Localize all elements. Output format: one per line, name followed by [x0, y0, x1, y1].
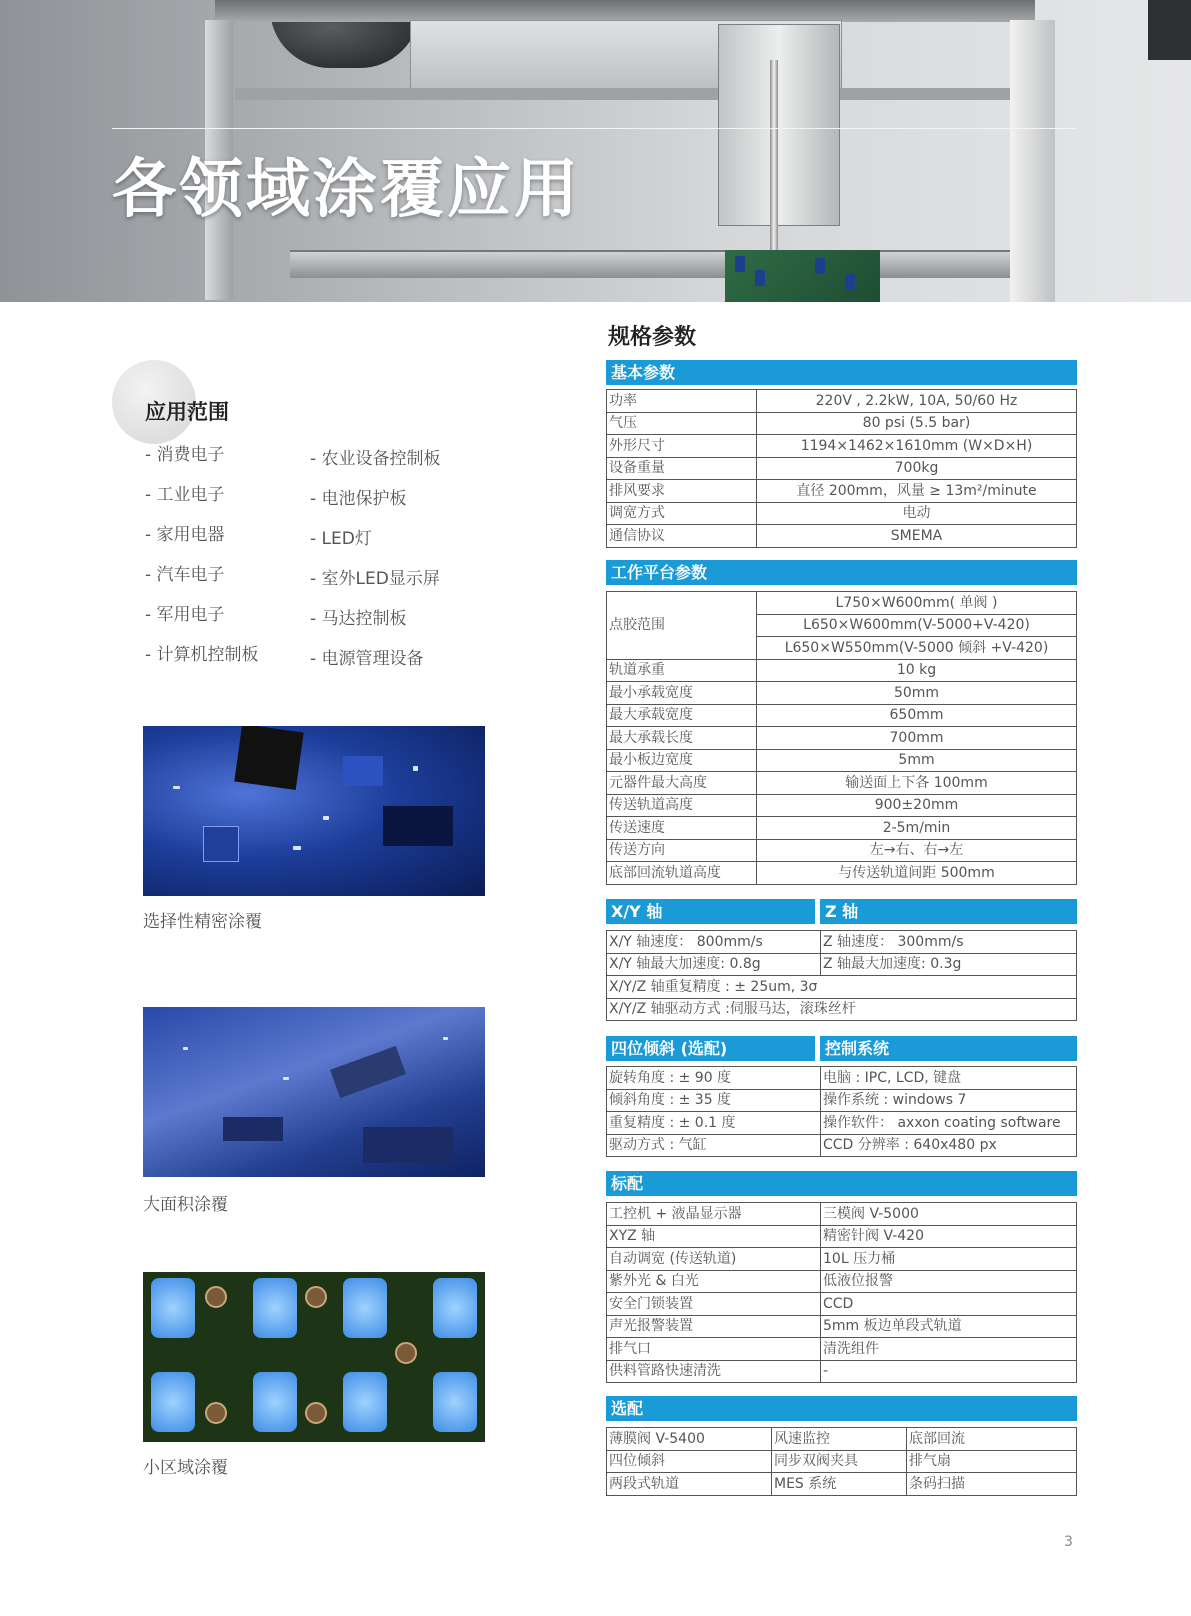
param-label: 功率: [607, 390, 757, 413]
param-cell: 声光报警装置: [607, 1315, 821, 1338]
table-row: [607, 1134, 1077, 1157]
table-row: [607, 457, 1077, 480]
table-row: [607, 1360, 1077, 1383]
param-value: 700mm: [757, 727, 1077, 750]
table-row: [607, 1293, 1077, 1316]
param-label: 设备重量: [607, 457, 757, 480]
param-cell: 同步双阀夹具: [772, 1450, 907, 1473]
photo-caption: 大面积涂覆: [143, 1195, 228, 1215]
table-row: [607, 794, 1077, 817]
param-value: 左→右、右→左: [757, 839, 1077, 862]
param-value: 50mm: [757, 682, 1077, 705]
param-cell: Z 轴速度： 300mm/s: [821, 931, 1077, 954]
param-label: 通信协议: [607, 525, 757, 548]
param-cell: 重复精度 : ± 0.1 度: [607, 1112, 821, 1135]
list-item: - LED灯: [310, 529, 372, 549]
param-cell: 低液位报警: [821, 1270, 1077, 1293]
param-value: L650×W600mm(V-5000+V-420): [757, 614, 1077, 637]
application-list-left: [145, 440, 259, 680]
table-row: [607, 727, 1077, 750]
list-item: - 室外LED显示屏: [310, 569, 440, 589]
param-value: 输送面上下各 100mm: [757, 772, 1077, 795]
table-row: [607, 1450, 1077, 1473]
table-row: [607, 772, 1077, 795]
param-cell: 5mm 板边单段式轨道: [821, 1315, 1077, 1338]
list-item: - 工业电子: [145, 485, 225, 505]
param-value: L750×W600mm( 单阀 ): [757, 592, 1077, 615]
param-label: 调宽方式: [607, 502, 757, 525]
spec-title: 规格参数: [608, 325, 697, 350]
param-cell: 驱动方式 : 气缸: [607, 1134, 821, 1157]
param-label: 元器件最大高度: [607, 772, 757, 795]
param-cell: MES 系统: [772, 1473, 907, 1496]
photo-small-area-coating: [143, 1272, 485, 1442]
param-cell: Z 轴最大加速度: 0.3g: [821, 953, 1077, 976]
param-cell: 清洗组件: [821, 1338, 1077, 1361]
param-label: 传送方向: [607, 839, 757, 862]
section-header-z-axis: Z 轴: [820, 899, 1077, 924]
table-row: [607, 953, 1077, 976]
standard-config-table: [606, 1202, 1077, 1383]
param-value: 650mm: [757, 704, 1077, 727]
table-row: [607, 1203, 1077, 1226]
param-value: 电动: [757, 502, 1077, 525]
table-row: [607, 435, 1077, 458]
dispensing-needle: [770, 60, 778, 270]
param-cell: X/Y/Z 轴驱动方式 :伺服马达，滚珠丝杆: [607, 998, 1077, 1021]
list-item: - 家用电器: [145, 525, 225, 545]
table-row: [607, 502, 1077, 525]
conveyor: [290, 250, 1010, 278]
param-value: 80 psi (5.5 bar): [757, 412, 1077, 435]
application-list-right: [310, 444, 441, 684]
section-header-platform: 工作平台参数: [606, 560, 1077, 585]
param-value: SMEMA: [757, 525, 1077, 548]
basic-params-table: [606, 389, 1077, 548]
banner-rule: [112, 128, 1077, 129]
table-row: [607, 1428, 1077, 1451]
param-cell: 风速监控: [772, 1428, 907, 1451]
param-cell: 紫外光 & 白光: [607, 1270, 821, 1293]
param-label: 点胶范围: [607, 592, 757, 660]
machine-frame: [215, 0, 1035, 22]
list-item: - 马达控制板: [310, 609, 407, 629]
table-row: [607, 1315, 1077, 1338]
dispensing-head: [718, 24, 840, 226]
machine-beam: [235, 88, 1015, 100]
page-number: 3: [1064, 1534, 1073, 1550]
list-item: - 军用电子: [145, 605, 225, 625]
photo-caption: 小区域涂覆: [143, 1458, 228, 1478]
list-item: - 计算机控制板: [145, 645, 259, 665]
table-row: [607, 704, 1077, 727]
table-row: [607, 1089, 1077, 1112]
param-value: 5mm: [757, 749, 1077, 772]
machine-rail-right: [1010, 20, 1055, 302]
param-label: 底部回流轨道高度: [607, 862, 757, 885]
list-item: - 消费电子: [145, 445, 225, 465]
param-cell: 操作系统 : windows 7: [821, 1089, 1077, 1112]
table-row: [607, 659, 1077, 682]
param-value: 2-5m/min: [757, 817, 1077, 840]
section-header-tilt: 四位倾斜 (选配): [606, 1036, 815, 1061]
list-item: - 汽车电子: [145, 565, 225, 585]
table-row: [607, 976, 1077, 999]
param-value: 700kg: [757, 457, 1077, 480]
param-label: 外形尺寸: [607, 435, 757, 458]
table-row: [607, 390, 1077, 413]
param-value: 10 kg: [757, 659, 1077, 682]
param-value: 1194×1462×1610mm (W×D×H): [757, 435, 1077, 458]
page-title: 各领域涂覆应用: [112, 153, 581, 227]
param-cell: 精密针阀 V-420: [821, 1225, 1077, 1248]
list-item: - 电池保护板: [310, 489, 407, 509]
table-row: [607, 1112, 1077, 1135]
table-row: [607, 592, 1077, 615]
param-label: 最大承载长度: [607, 727, 757, 750]
table-row: [607, 749, 1077, 772]
photo-large-area-coating: [143, 1007, 485, 1177]
param-cell: 排气口: [607, 1338, 821, 1361]
application-title: 应用范围: [145, 400, 229, 424]
param-cell: 安全门锁装置: [607, 1293, 821, 1316]
table-row: [607, 1338, 1077, 1361]
table-row: [607, 1067, 1077, 1090]
param-cell: 排气扇: [907, 1450, 1077, 1473]
param-cell: -: [821, 1360, 1077, 1383]
table-row: [607, 817, 1077, 840]
param-label: 气压: [607, 412, 757, 435]
param-label: 传送轨道高度: [607, 794, 757, 817]
photo-caption: 选择性精密涂覆: [143, 912, 262, 932]
param-label: 最小承载宽度: [607, 682, 757, 705]
table-row: [607, 1473, 1077, 1496]
section-header-basic: 基本参数: [606, 360, 1077, 385]
table-row: [607, 480, 1077, 503]
list-item: - 电源管理设备: [310, 649, 424, 669]
param-cell: 薄膜阀 V-5400: [607, 1428, 772, 1451]
hero-banner: [0, 0, 1191, 302]
pcb-board: [725, 250, 880, 302]
optional-config-table: [606, 1427, 1077, 1496]
section-header-control-system: 控制系统: [820, 1036, 1077, 1061]
param-cell: 三模阀 V-5000: [821, 1203, 1077, 1226]
platform-params-table: [606, 591, 1077, 885]
param-label: 传送速度: [607, 817, 757, 840]
table-row: [607, 839, 1077, 862]
param-value: 与传送轨道间距 500mm: [757, 862, 1077, 885]
section-header-standard: 标配: [606, 1171, 1077, 1196]
param-cell: CCD 分辨率 : 640x480 px: [821, 1134, 1077, 1157]
param-cell: X/Y 轴最大加速度: 0.8g: [607, 953, 821, 976]
table-row: [607, 1270, 1077, 1293]
param-value: 直径 200mm，风量 ≥ 13m²/minute: [757, 480, 1077, 503]
table-row: [607, 412, 1077, 435]
table-row: [607, 998, 1077, 1021]
param-cell: CCD: [821, 1293, 1077, 1316]
param-label: 轨道承重: [607, 659, 757, 682]
param-cell: X/Y 轴速度： 800mm/s: [607, 931, 821, 954]
table-row: [607, 862, 1077, 885]
table-row: [607, 1225, 1077, 1248]
param-cell: 操作软件： axxon coating software: [821, 1112, 1077, 1135]
param-value: 220V , 2.2kW, 10A, 50/60 Hz: [757, 390, 1077, 413]
section-header-optional: 选配: [606, 1396, 1077, 1421]
machine-screen: [1148, 0, 1191, 60]
param-cell: 底部回流: [907, 1428, 1077, 1451]
list-item: - 农业设备控制板: [310, 449, 441, 469]
param-label: 排风要求: [607, 480, 757, 503]
param-cell: 供料管路快速清洗: [607, 1360, 821, 1383]
table-row: [607, 931, 1077, 954]
param-cell: 两段式轨道: [607, 1473, 772, 1496]
param-cell: 旋转角度 : ± 90 度: [607, 1067, 821, 1090]
param-label: 最小板边宽度: [607, 749, 757, 772]
param-cell: 条码扫描: [907, 1473, 1077, 1496]
table-row: [607, 682, 1077, 705]
param-cell: 倾斜角度 : ± 35 度: [607, 1089, 821, 1112]
axis-params-table: [606, 930, 1077, 1021]
param-cell: 10L 压力桶: [821, 1248, 1077, 1271]
param-label: 最大承载宽度: [607, 704, 757, 727]
tilt-control-table: [606, 1066, 1077, 1157]
table-row: [607, 1248, 1077, 1271]
photo-selective-coating: [143, 726, 485, 896]
section-header-xy-axis: X/Y 轴: [606, 899, 815, 924]
param-cell: 四位倾斜: [607, 1450, 772, 1473]
param-cell: 自动调宽 (传送轨道): [607, 1248, 821, 1271]
param-cell: 工控机 + 液晶显示器: [607, 1203, 821, 1226]
param-cell: XYZ 轴: [607, 1225, 821, 1248]
param-cell: X/Y/Z 轴重复精度 : ± 25um, 3σ: [607, 976, 1077, 999]
table-row: [607, 525, 1077, 548]
param-value: L650×W550mm(V-5000 倾斜 +V-420): [757, 637, 1077, 660]
param-value: 900±20mm: [757, 794, 1077, 817]
param-cell: 电脑 : IPC, LCD, 键盘: [821, 1067, 1077, 1090]
